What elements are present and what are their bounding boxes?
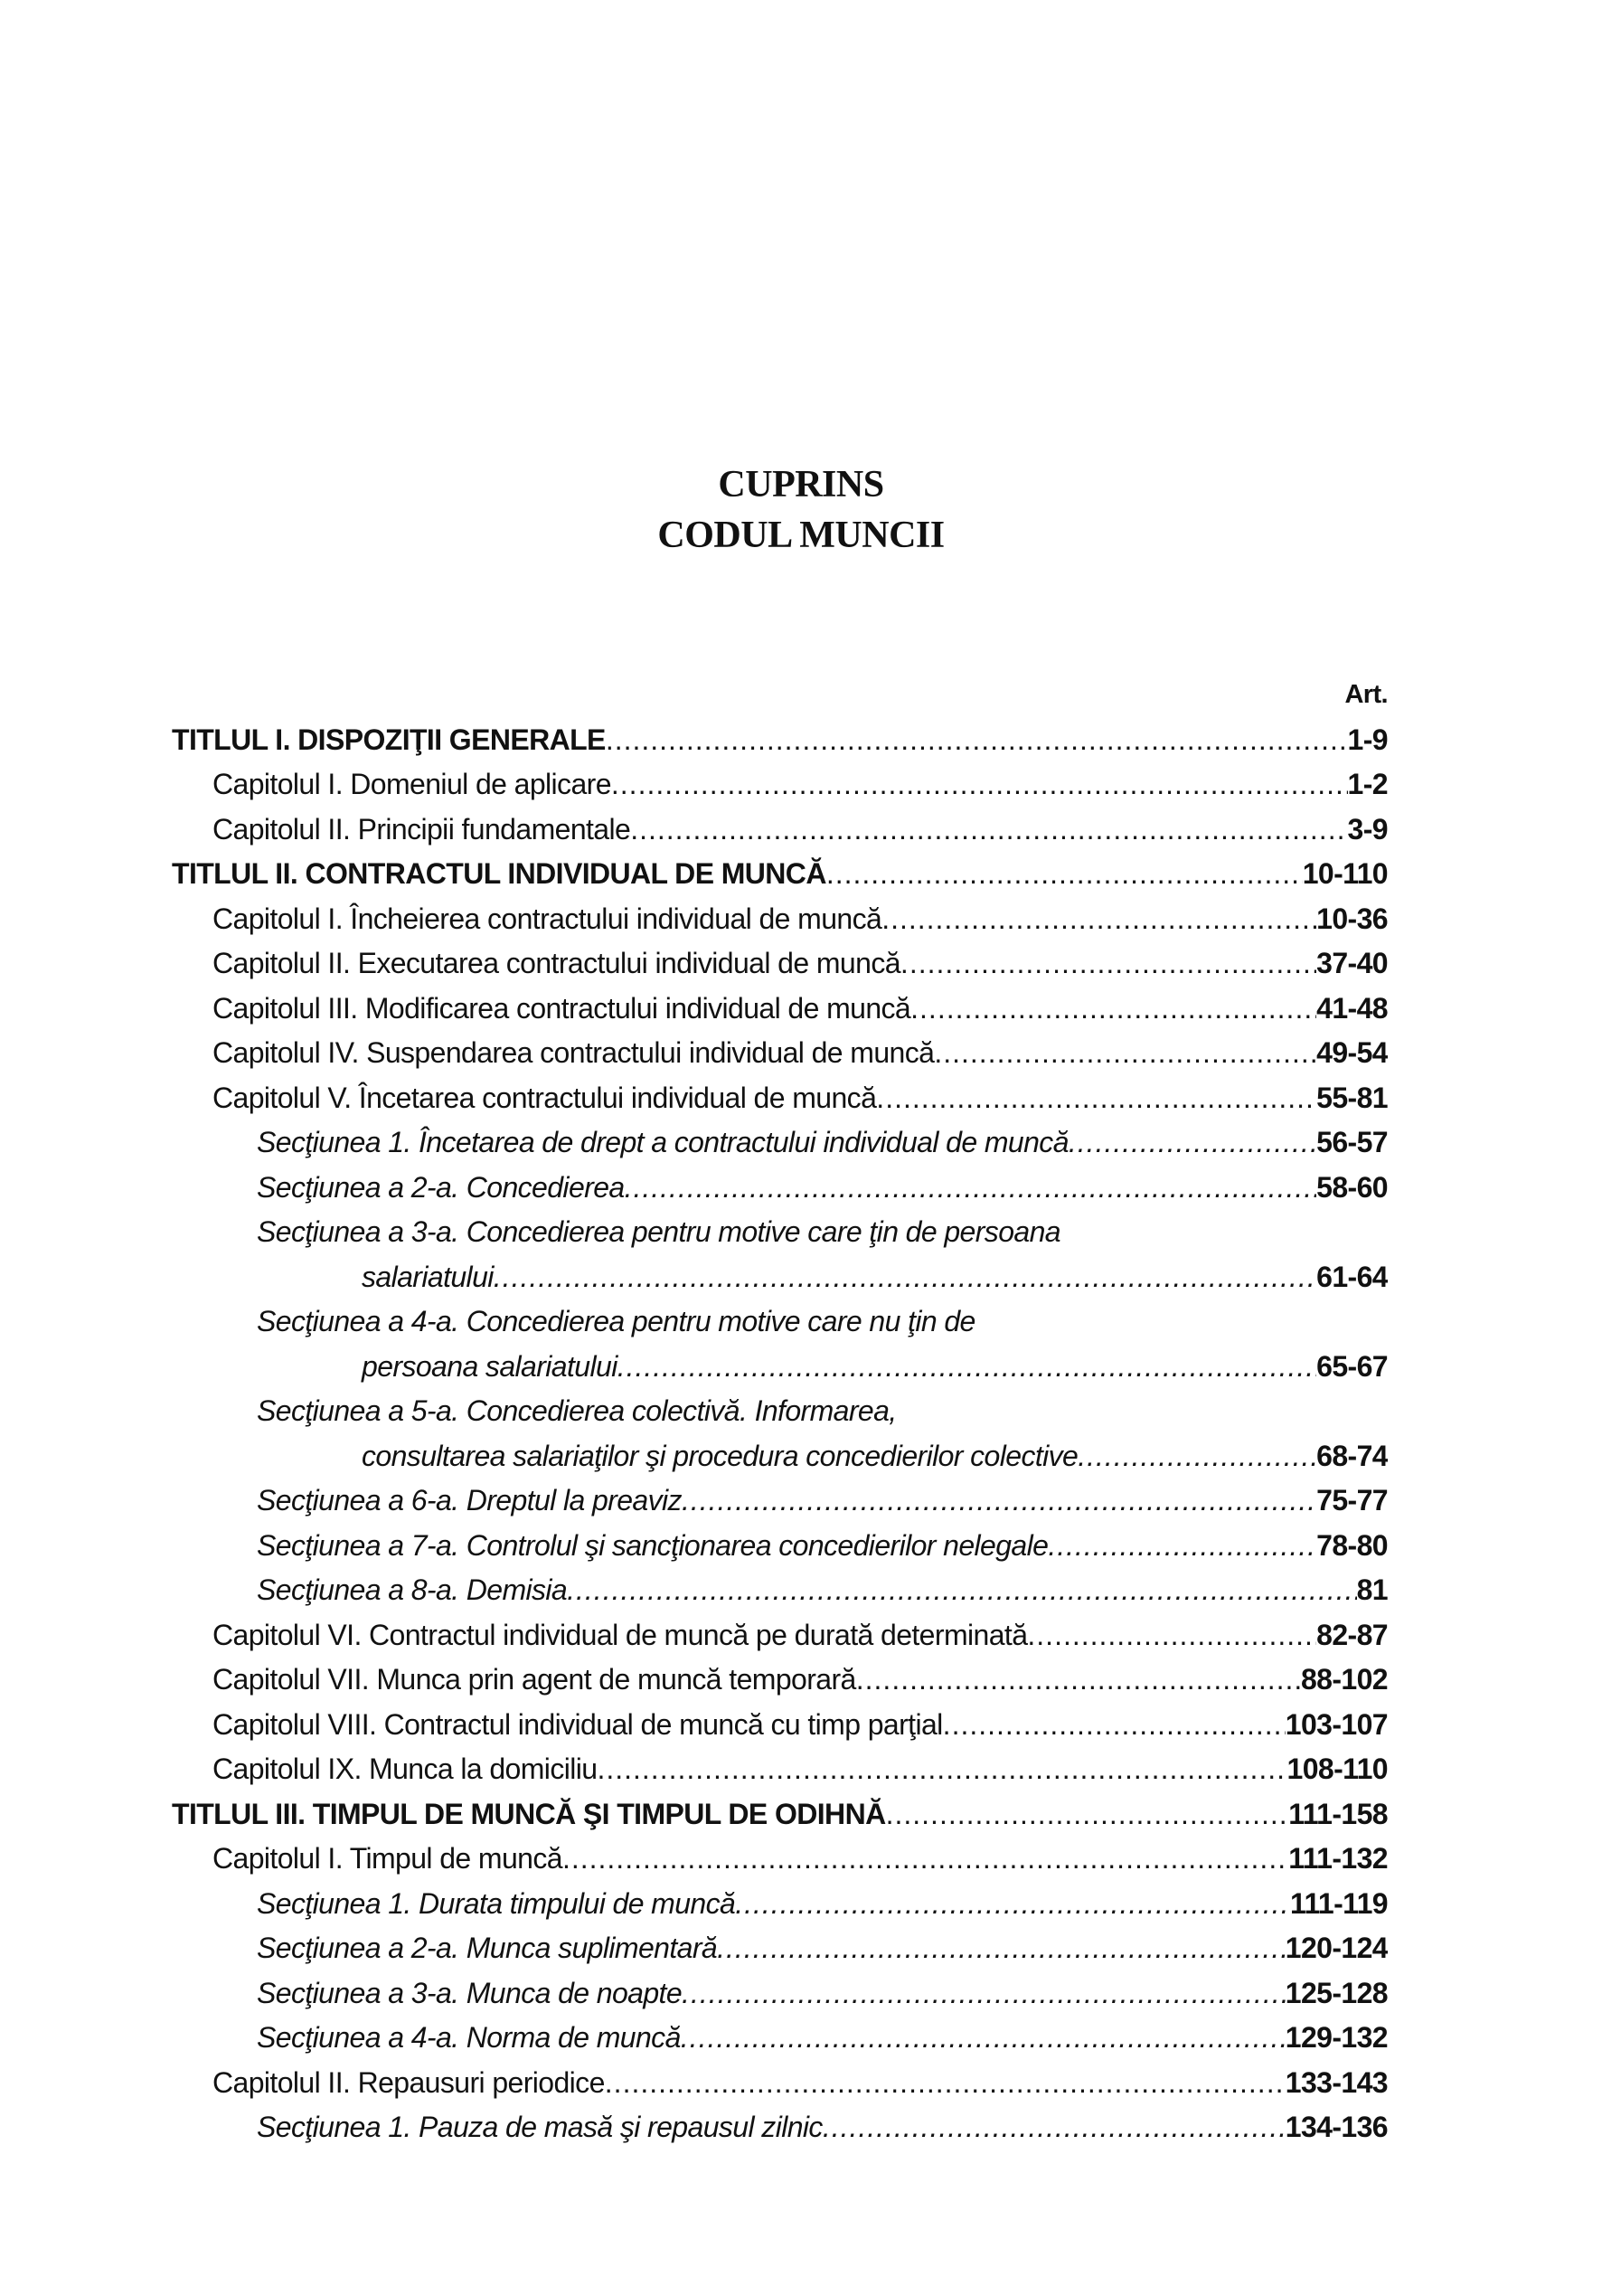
dot-leader bbox=[823, 2105, 1286, 2150]
table-of-contents bbox=[172, 673, 1388, 2150]
dot-leader bbox=[494, 1255, 1316, 1300]
toc-entry-articles: 120-124 bbox=[1285, 1932, 1388, 1964]
toc-row bbox=[257, 1568, 1388, 1613]
toc-entry-title: Capitolul V. Încetarea contractului individual de muncă bbox=[212, 1081, 877, 1114]
dot-leader bbox=[735, 1882, 1290, 1927]
toc-row bbox=[172, 1792, 1388, 1838]
toc-entry[interactable] bbox=[172, 987, 1388, 1032]
dot-leader bbox=[910, 987, 1316, 1032]
toc-entry-articles: 37-40 bbox=[1316, 947, 1388, 979]
toc-entry-title: Secţiunea a 7-a. Controlul şi sancţionarea concedierilor nelegale bbox=[257, 1528, 1049, 1562]
toc-entry-title: TITLUL III. TIMPUL DE MUNCĂ ŞI TIMPUL DE ODIHNĂ bbox=[172, 1797, 886, 1830]
toc-entry-articles: 1-9 bbox=[1347, 723, 1388, 756]
toc-entry-title: Secţiunea a 8-a. Demisia bbox=[257, 1573, 568, 1606]
toc-entry[interactable] bbox=[172, 1210, 1388, 1299]
toc-entry-title: Secţiunea a 5-a. Concedierea colectivă. Informarea, bbox=[257, 1394, 897, 1427]
toc-entry[interactable] bbox=[172, 1166, 1388, 1211]
toc-row bbox=[212, 762, 1388, 808]
dot-leader bbox=[886, 1792, 1289, 1838]
toc-row bbox=[257, 1926, 1388, 1971]
toc-row bbox=[257, 1882, 1388, 1927]
toc-row bbox=[212, 987, 1388, 1032]
toc-entry-articles: 78-80 bbox=[1316, 1528, 1388, 1562]
toc-entry-articles: 49-54 bbox=[1316, 1036, 1388, 1069]
dot-leader bbox=[605, 2061, 1286, 2106]
dot-leader bbox=[943, 1703, 1286, 1748]
toc-row bbox=[257, 2016, 1388, 2061]
toc-entry-articles: 111-132 bbox=[1288, 1842, 1388, 1875]
toc-entry[interactable] bbox=[172, 1703, 1388, 1748]
toc-entry[interactable] bbox=[172, 762, 1388, 808]
toc-entry-title: Secţiunea 1. Pauza de masă şi repausul zilnic bbox=[257, 2111, 823, 2143]
toc-entry[interactable] bbox=[172, 1031, 1388, 1076]
toc-entry[interactable] bbox=[172, 941, 1388, 987]
dot-leader bbox=[682, 1971, 1286, 2017]
toc-entry-articles: 125-128 bbox=[1285, 1976, 1388, 2009]
toc-row bbox=[257, 2105, 1388, 2150]
toc-row bbox=[212, 808, 1388, 853]
toc-entry-articles: 55-81 bbox=[1316, 1081, 1388, 1114]
dot-leader bbox=[617, 1345, 1316, 1390]
toc-entry-title-continued: persoana salariatului bbox=[362, 1349, 617, 1383]
toc-entry-articles: 82-87 bbox=[1316, 1618, 1388, 1651]
dot-leader bbox=[611, 762, 1348, 808]
toc-entry-articles: 108-110 bbox=[1286, 1753, 1388, 1785]
toc-row bbox=[212, 941, 1388, 987]
toc-entry-articles: 1-2 bbox=[1347, 768, 1388, 800]
dot-leader bbox=[681, 2016, 1286, 2061]
toc-entry-title-continued: salariatului bbox=[362, 1260, 494, 1293]
toc-entry-articles: 75-77 bbox=[1316, 1484, 1388, 1516]
toc-entry[interactable] bbox=[172, 1926, 1388, 1971]
toc-entry[interactable] bbox=[172, 1792, 1388, 1838]
toc-row bbox=[212, 1747, 1388, 1792]
toc-row bbox=[212, 1703, 1388, 1748]
dot-leader bbox=[717, 1926, 1286, 1971]
dot-leader bbox=[562, 1837, 1288, 1882]
toc-entry-title: Secţiunea a 2-a. Munca suplimentară bbox=[257, 1932, 718, 1964]
toc-entry-articles: 81 bbox=[1356, 1573, 1388, 1606]
toc-entry-title: TITLUL I. DISPOZIŢII GENERALE bbox=[172, 723, 606, 756]
toc-entry-articles: 88-102 bbox=[1300, 1663, 1388, 1696]
dot-leader bbox=[597, 1747, 1286, 1792]
toc-entry[interactable] bbox=[172, 1568, 1388, 1613]
dot-leader bbox=[567, 1568, 1356, 1613]
toc-entry-articles: 134-136 bbox=[1285, 2111, 1388, 2143]
toc-row bbox=[257, 1524, 1388, 1569]
toc-entry-title: Capitolul I. Încheierea contractului individual de muncă bbox=[212, 902, 882, 935]
toc-entry[interactable] bbox=[172, 1747, 1388, 1792]
toc-row bbox=[212, 1031, 1388, 1076]
contents-heading: CUPRINS bbox=[718, 464, 884, 505]
toc-row bbox=[212, 1837, 1388, 1882]
toc-entry-title: Capitolul II. Principii fundamentale bbox=[212, 812, 631, 846]
dot-leader bbox=[856, 1658, 1301, 1703]
toc-entry[interactable] bbox=[172, 1076, 1388, 1121]
toc-entry-title: Capitolul VI. Contractul individual de muncă pe durată determinată bbox=[212, 1618, 1028, 1651]
toc-row bbox=[212, 1658, 1388, 1703]
toc-row bbox=[212, 1076, 1388, 1121]
toc-entry-title-continued: consultarea salariaţilor şi procedura concedierilor colective bbox=[362, 1439, 1079, 1472]
toc-entry[interactable] bbox=[172, 1658, 1388, 1703]
toc-row bbox=[257, 1255, 1388, 1300]
toc-entry-articles: 10-36 bbox=[1316, 902, 1388, 935]
toc-entry-articles: 103-107 bbox=[1285, 1707, 1388, 1741]
toc-entry[interactable] bbox=[172, 1299, 1388, 1389]
toc-entry-articles: 61-64 bbox=[1316, 1260, 1388, 1293]
toc-row bbox=[257, 1345, 1388, 1390]
toc-entry[interactable] bbox=[172, 1479, 1388, 1524]
toc-entry-articles: 133-143 bbox=[1285, 2065, 1388, 2099]
toc-entry-title: Secţiunea a 6-a. Dreptul la preaviz bbox=[257, 1484, 682, 1516]
toc-entry-articles: 41-48 bbox=[1316, 991, 1388, 1025]
toc-entry-title: Capitolul IV. Suspendarea contractului individual de muncă bbox=[212, 1036, 935, 1069]
toc-entry[interactable] bbox=[172, 852, 1388, 897]
toc-entry[interactable] bbox=[172, 1613, 1388, 1658]
toc-entry-title: Secţiunea a 4-a. Norma de muncă bbox=[257, 2021, 681, 2054]
dot-leader bbox=[1078, 1434, 1316, 1479]
toc-row bbox=[212, 2061, 1388, 2106]
toc-entry-title: Secţiunea a 2-a. Concedierea bbox=[257, 1170, 625, 1204]
toc-entry-title: Secţiunea 1. Încetarea de drept a contractului individual de muncă bbox=[257, 1126, 1069, 1158]
dot-leader bbox=[934, 1031, 1316, 1076]
toc-entry[interactable] bbox=[172, 1882, 1388, 1927]
toc-entry[interactable] bbox=[172, 2016, 1388, 2061]
toc-entry[interactable] bbox=[172, 2061, 1388, 2106]
toc-row bbox=[257, 1434, 1388, 1479]
toc-entry[interactable] bbox=[172, 2105, 1388, 2150]
toc-entry-title: Capitolul I. Domeniul de aplicare bbox=[212, 768, 611, 800]
toc-row bbox=[257, 1971, 1388, 2017]
toc-entry-title: Capitolul II. Repausuri periodice bbox=[212, 2065, 605, 2099]
toc-entry-title: Secţiunea a 3-a. Concedierea pentru motive care ţin de persoana bbox=[257, 1215, 1060, 1248]
toc-entry-title: Capitolul VII. Munca prin agent de muncă temporară bbox=[212, 1663, 856, 1696]
toc-entry-articles: 68-74 bbox=[1316, 1439, 1388, 1472]
toc-entry-title: Capitolul IX. Munca la domiciliu bbox=[212, 1753, 598, 1785]
dot-leader bbox=[606, 718, 1348, 763]
toc-row bbox=[257, 1479, 1388, 1524]
toc-entry-articles: 111-158 bbox=[1288, 1797, 1388, 1830]
toc-entry-articles: 65-67 bbox=[1316, 1349, 1388, 1383]
document-title: CODUL MUNCII bbox=[657, 515, 945, 556]
toc-row bbox=[172, 852, 1388, 897]
toc-entry-articles: 10-110 bbox=[1302, 857, 1388, 890]
dot-leader bbox=[1027, 1613, 1316, 1658]
toc-entry-title: Secţiunea 1. Durata timpului de muncă bbox=[257, 1886, 736, 1920]
toc-row bbox=[212, 1613, 1388, 1658]
toc-entry-title: Secţiunea a 4-a. Concedierea pentru motive care nu ţin de bbox=[257, 1305, 975, 1337]
toc-entry-title: Capitolul VIII. Contractul individual de muncă cu timp parţial bbox=[212, 1707, 943, 1741]
dot-leader bbox=[900, 941, 1316, 987]
toc-entry[interactable] bbox=[172, 897, 1388, 942]
dot-leader bbox=[630, 808, 1347, 853]
toc-entry[interactable] bbox=[172, 718, 1388, 763]
toc-entry-articles: 3-9 bbox=[1347, 812, 1388, 846]
toc-entry-title: TITLUL II. CONTRACTUL INDIVIDUAL DE MUNCĂ bbox=[172, 857, 826, 890]
dot-leader bbox=[625, 1166, 1317, 1211]
toc-entry-articles: 56-57 bbox=[1316, 1126, 1388, 1158]
toc-entry[interactable] bbox=[172, 1971, 1388, 2017]
toc-row bbox=[212, 897, 1388, 942]
dot-leader bbox=[881, 897, 1316, 942]
toc-entry-articles: 129-132 bbox=[1285, 2021, 1388, 2054]
toc-entry[interactable] bbox=[172, 1524, 1388, 1569]
toc-entry-articles: 111-119 bbox=[1290, 1886, 1388, 1920]
toc-entry-title: Capitolul II. Executarea contractului individual de muncă bbox=[212, 947, 900, 979]
toc-entry-title: Secţiunea a 3-a. Munca de noapte bbox=[257, 1976, 683, 2009]
toc-entry[interactable] bbox=[172, 1389, 1388, 1479]
dot-leader bbox=[1048, 1524, 1316, 1569]
toc-entry-articles: 58-60 bbox=[1316, 1170, 1388, 1204]
article-column-label: Art. bbox=[1344, 680, 1388, 709]
toc-entry[interactable] bbox=[172, 1120, 1388, 1166]
toc-row bbox=[257, 1166, 1388, 1211]
toc-entry[interactable] bbox=[172, 808, 1388, 853]
toc-entry-title: Capitolul III. Modificarea contractului individual de muncă bbox=[212, 991, 911, 1025]
toc-row bbox=[257, 1120, 1388, 1166]
toc-entry-title: Capitolul I. Timpul de muncă bbox=[212, 1842, 562, 1875]
toc-row bbox=[172, 718, 1388, 763]
dot-leader bbox=[876, 1076, 1316, 1121]
dot-leader bbox=[1069, 1120, 1316, 1166]
dot-leader bbox=[826, 852, 1303, 897]
dot-leader bbox=[682, 1479, 1316, 1524]
toc-entry[interactable] bbox=[172, 1837, 1388, 1882]
